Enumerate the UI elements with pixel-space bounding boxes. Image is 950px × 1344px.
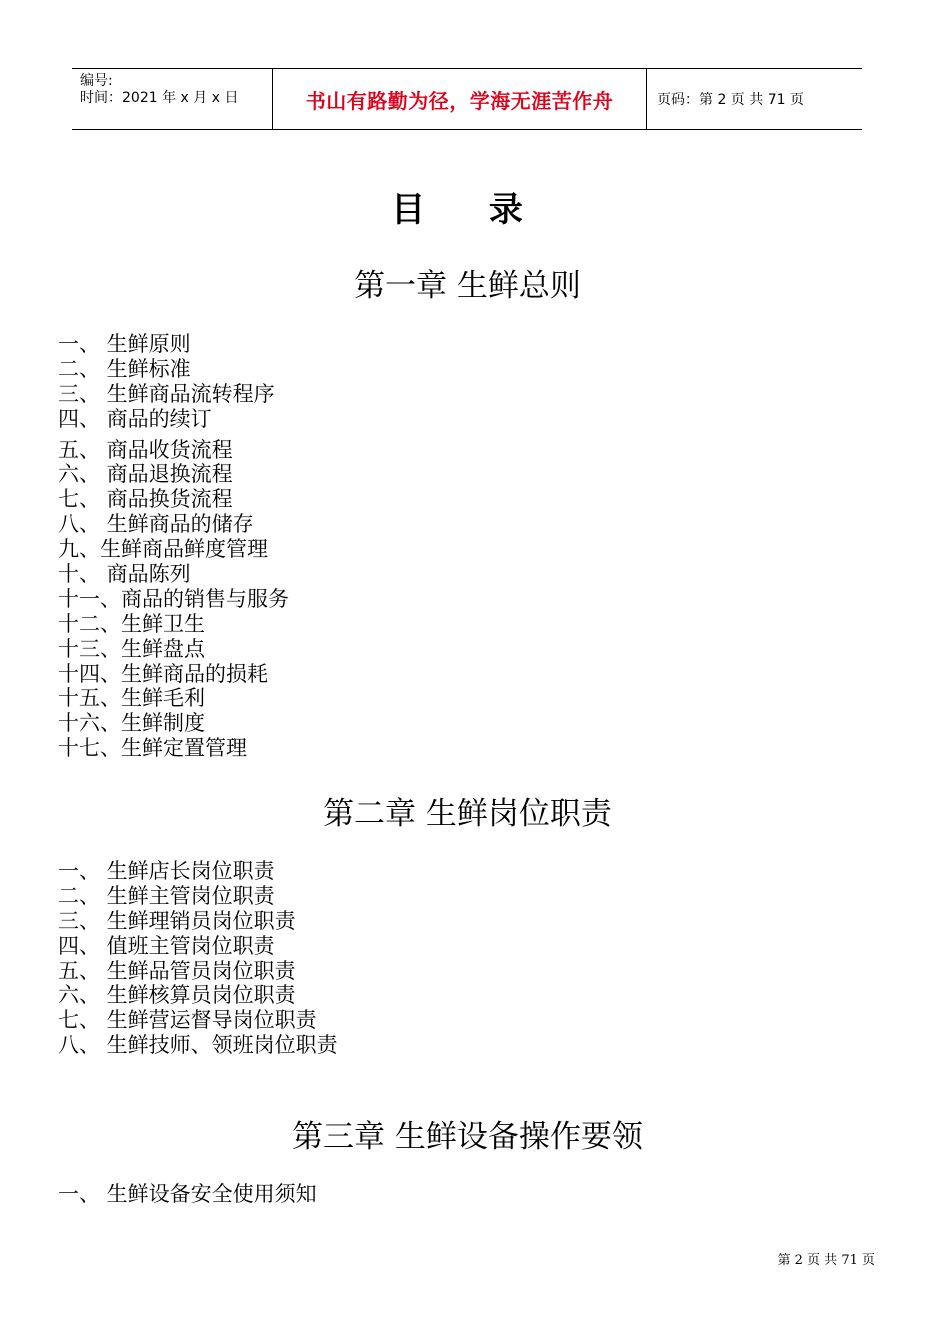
header-meta-cell [72,69,273,129]
toc-item: 一、 生鲜店长岗位职责 [58,859,275,883]
header-number-label: 编号: [80,73,113,89]
chapter-3-item-list [58,1182,317,1207]
chapter-1-title: 第一章 生鲜总则 [354,268,581,304]
toc-item: 九、生鲜商品鲜度管理 [58,537,268,562]
toc-item: 五、 商品收货流程 [58,437,233,462]
toc-item: 一、 生鲜设备安全使用须知 [58,1182,317,1206]
toc-item: 四、 商品的续订 [58,406,212,431]
page-footer: 第 2 页 共 71 页 [777,1253,875,1268]
toc-item: 十四、生鲜商品的损耗 [58,661,268,686]
toc-item: 六、 商品退换流程 [58,462,233,487]
toc-item: 二、 生鲜主管岗位职责 [58,883,275,908]
toc-item: 十三、生鲜盘点 [58,636,205,661]
toc-item: 七、 商品换货流程 [58,487,233,512]
toc-item: 一、 生鲜原则 [58,332,191,356]
toc-item: 五、 生鲜品管员岗位职责 [58,958,296,983]
chapter-1-item-list [58,332,289,761]
toc-item: 十二、生鲜卫生 [58,611,205,636]
toc-item: 十一、商品的销售与服务 [58,586,289,611]
toc-item: 三、 生鲜理销员岗位职责 [58,908,296,933]
header-page-cell [647,69,862,129]
toc-item: 八、 生鲜技师、领班岗位职责 [58,1033,338,1058]
toc-item: 六、 生鲜核算员岗位职责 [58,983,296,1008]
toc-item: 十五、生鲜毛利 [58,686,205,711]
page-header [72,68,862,130]
toc-title: 目 录 [391,190,549,230]
header-motto-cell [273,69,647,129]
chapter-2-title: 第二章 生鲜岗位职责 [323,796,612,832]
toc-item: 十七、生鲜定置管理 [58,736,247,761]
toc-item: 二、 生鲜标准 [58,356,191,381]
chapter-2-item-list [58,859,338,1058]
toc-item: 十六、生鲜制度 [58,711,205,736]
toc-item: 四、 值班主管岗位职责 [58,933,275,958]
toc-item: 三、 生鲜商品流转程序 [58,381,275,406]
toc-item: 八、 生鲜商品的储存 [58,512,254,537]
toc-item: 七、 生鲜营运督导岗位职责 [58,1008,317,1033]
header-motto: 书山有路勤为径，学海无涯苦作舟 [305,88,614,113]
header-time-label: 时间：2021 年 x 月 x 日 [80,90,239,106]
toc-item: 十、 商品陈列 [58,562,191,587]
chapter-3-title: 第三章 生鲜设备操作要领 [292,1119,643,1155]
header-page-info: 页码：第 2 页 共 71 页 [657,92,804,108]
